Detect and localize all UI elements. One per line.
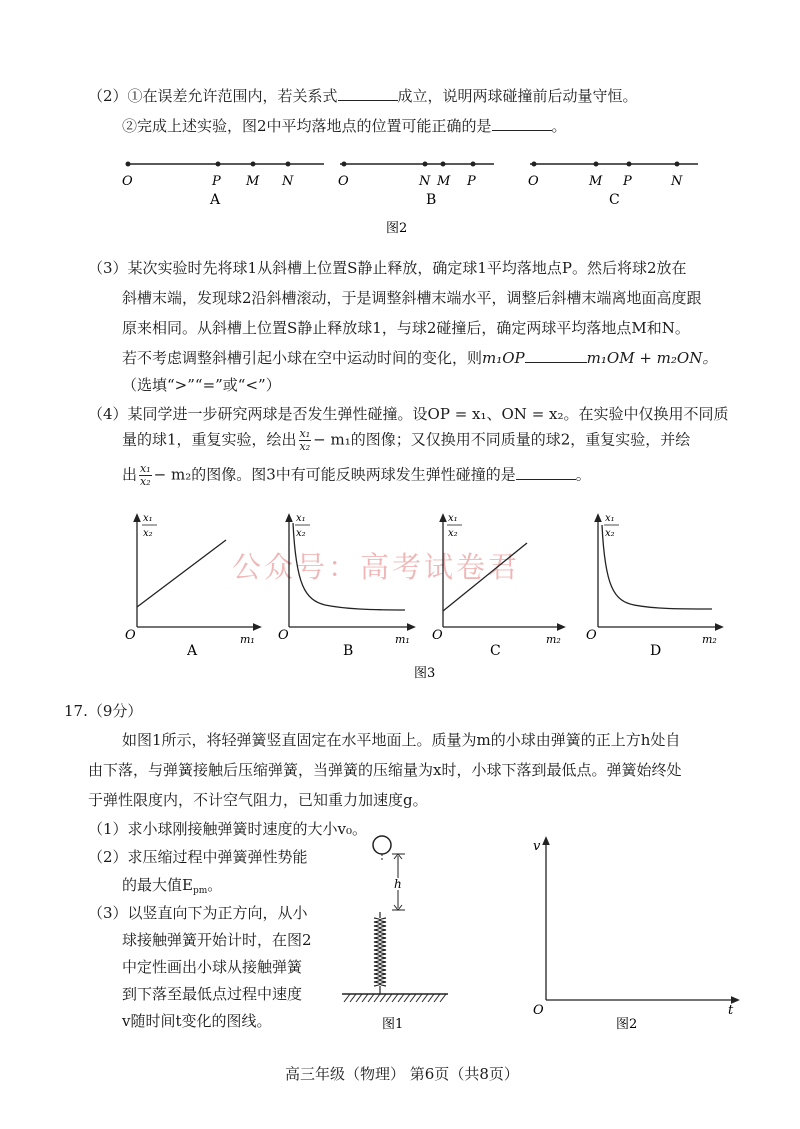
point-label: P	[212, 174, 221, 189]
svg-text:x₂: x₂	[143, 528, 153, 539]
page-footer: 高三年级（物理） 第6页（共8页）	[285, 1065, 519, 1083]
svg-text:x₂: x₂	[296, 528, 306, 539]
q2-part1-suffix: 成立，说明两球碰撞前后动量守恒。	[397, 87, 638, 105]
option-label: B	[343, 643, 354, 659]
point-label: M	[437, 174, 451, 189]
t-axis-label: t	[728, 1003, 734, 1018]
q17-sub3-line4: 到下落至最低点过程中速度	[122, 985, 303, 1003]
figure-2-number-lines	[0, 150, 800, 240]
figure-2-caption: 图2	[386, 221, 408, 236]
figure-1-caption: 图1	[382, 1017, 404, 1032]
origin-label: O	[125, 628, 136, 643]
answer-blank	[338, 86, 398, 101]
q3-line5: （选填“>”“=”或“<”）	[122, 376, 281, 394]
q2-part1	[88, 85, 638, 106]
point-label: N	[282, 174, 294, 189]
figure-2-caption: 图2	[616, 1017, 638, 1032]
point-label: O	[122, 174, 133, 189]
option-label: C	[609, 192, 620, 208]
q17-intro-line1: 如图1所示，将轻弹簧竖直固定在水平地面上。质量为m的小球由弹簧的正上方h处自	[122, 731, 681, 749]
q17-sub2-line1: （2）求压缩过程中弹簧弹性势能	[88, 848, 308, 866]
number-line-b	[338, 162, 494, 209]
svg-text:x₁: x₁	[296, 513, 306, 524]
q4-line3-suffix: 。	[575, 465, 591, 484]
q17-sub3-line5: v随时间t变化的图线。	[122, 1012, 272, 1030]
watermark: 公众号：高考试卷君	[232, 550, 521, 584]
graph-a	[125, 513, 258, 659]
number-line-c	[528, 162, 698, 209]
q2-part2-suffix: 。	[551, 117, 567, 135]
graph-a-curve	[137, 540, 226, 607]
q4-line3-prefix: 出	[122, 465, 138, 484]
svg-text:x₁: x₁	[448, 513, 458, 524]
x-axis-label: m₂	[702, 633, 717, 646]
h-label: h	[394, 877, 402, 891]
x-axis-label: m₂	[546, 633, 561, 646]
point-label: O	[528, 174, 539, 189]
svg-text:x₁: x₁	[605, 513, 615, 524]
v-axis-label: v	[533, 839, 541, 854]
x-axis-label: m₁	[240, 633, 255, 646]
q3-line4	[122, 347, 717, 368]
ground	[342, 994, 448, 1002]
q3-line3: 原来相同。从斜槽上位置S静止释放球1，与球2碰撞后，确定两球平均落地点M和N。	[122, 319, 690, 337]
q3-rhs: m₁OM + m₂ON。	[586, 349, 718, 367]
ball	[373, 836, 391, 854]
point-label: M	[246, 174, 260, 189]
q2-part2-prefix: ②完成上述实验，图2中平均落地点的位置可能正确的是	[122, 117, 492, 135]
answer-blank	[492, 116, 552, 131]
origin-label: O	[533, 1003, 544, 1018]
point-label: P	[623, 174, 632, 189]
graph-d	[586, 513, 720, 659]
origin-label: O	[586, 628, 597, 643]
option-label: A	[210, 192, 221, 208]
q17-header: 17.（9分）	[64, 702, 143, 720]
figure-1-spring-ball	[330, 828, 460, 1038]
origin-label: O	[432, 628, 443, 643]
option-label: A	[187, 643, 198, 659]
q3-line4-prefix: 若不考虑调整斜槽引起小球在空中运动时间的变化，则	[122, 349, 483, 367]
spring	[374, 912, 386, 994]
figure-3-graphs	[0, 505, 800, 685]
figure-2-vt-axes	[520, 828, 750, 1038]
q3-line2: 斜槽末端，发现球2沿斜槽滚动，于是调整斜槽末端水平，调整后斜槽末端离地面高度跟	[122, 289, 702, 307]
q4-line2-prefix: 量的球1，重复实验，绘出	[122, 430, 297, 449]
point-label: P	[467, 174, 476, 189]
option-label: C	[490, 643, 501, 659]
graph-d-curve	[602, 525, 712, 609]
q4-line3	[122, 463, 591, 488]
q3-line1: （3）某次实验时先将球1从斜槽上位置S静止释放，确定球1平均落地点P。然后将球2放在	[88, 259, 687, 277]
x-axis-label: m₁	[395, 633, 410, 646]
q4-line3-mid: − m₂的图像。图3中有可能反映两球发生弹性碰撞的是	[153, 465, 516, 484]
number-line-a	[122, 162, 324, 209]
point-label: M	[589, 174, 603, 189]
figure-3-caption: 图3	[414, 666, 436, 681]
svg-text:x₁: x₁	[143, 513, 153, 524]
q17-intro-line3: 于弹性限度内，不计空气阻力，已知重力加速度g。	[88, 791, 428, 809]
q17-sub3-line3: 中定性画出小球从接触弹簧	[122, 958, 303, 976]
point-label: N	[671, 174, 683, 189]
point-label: O	[338, 174, 349, 189]
answer-blank	[525, 348, 587, 363]
q4-line2	[122, 428, 690, 453]
graph-b	[278, 513, 412, 659]
q2-part2	[122, 115, 567, 136]
svg-text:x₂: x₂	[448, 528, 458, 539]
q17-sub3-line2: 球接触弹簧开始计时，在图2	[122, 931, 312, 949]
q3-lhs: m₁OP	[482, 349, 525, 367]
q17-sub3-line1: （3）以竖直向下为正方向，从小	[88, 904, 308, 922]
q4-line1: （4）某同学进一步研究两球是否发生弹性碰撞。设OP = x₁、ON = x₂。在实验中仅换用不同质	[88, 405, 729, 423]
q17-intro-line2: 由下落，与弹簧接触后压缩弹簧，当弹簧的压缩量为x时，小球下落到最低点。弹簧始终处	[88, 761, 682, 779]
svg-text:x₂: x₂	[605, 528, 615, 539]
q4-line2-mid: − m₁的图像；又仅换用不同质量的球2，重复实验，并绘	[313, 430, 691, 449]
option-label: D	[650, 643, 662, 659]
point-label: N	[419, 174, 431, 189]
graph-c	[432, 513, 562, 659]
fraction-x1-over-x2: $\frac{\text{x₁}}{\text{x₂}}$	[299, 427, 311, 453]
q17-sub2-line2: 的最大值$E_{pm}$。	[122, 876, 223, 896]
origin-label: O	[278, 628, 289, 643]
q17-sub1: （1）求小球刚接触弹簧时速度的大小v₀。	[88, 820, 368, 838]
option-label: B	[426, 192, 437, 208]
answer-blank	[516, 465, 576, 480]
q2-part1-prefix: （2）①在误差允许范围内，若关系式	[88, 87, 338, 105]
fraction-x1-over-x2: $\frac{\text{x₁}}{\text{x₂}}$	[140, 462, 151, 488]
